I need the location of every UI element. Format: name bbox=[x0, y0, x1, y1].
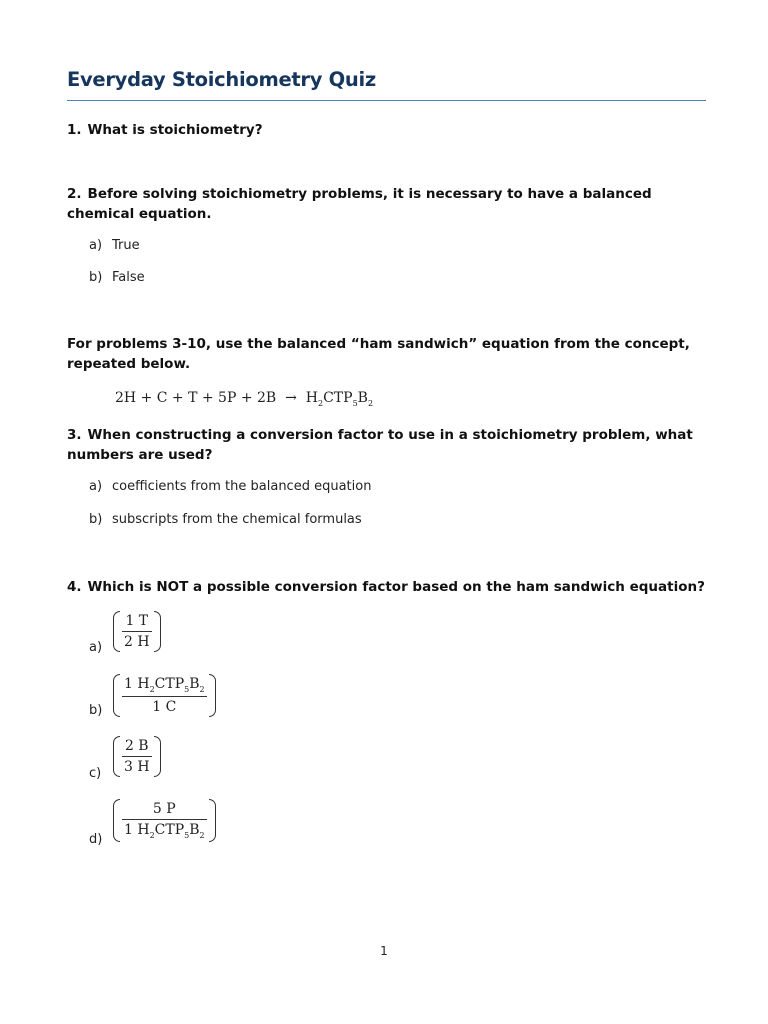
fraction-d bbox=[113, 799, 216, 842]
question-number: 2. bbox=[67, 186, 82, 202]
option-label: c) bbox=[89, 766, 102, 781]
option-label: b) bbox=[89, 512, 103, 527]
numerator: 1 T bbox=[122, 613, 152, 632]
ham-sandwich-equation bbox=[115, 390, 373, 408]
question-text: Which is NOT a possible conversion factor based on the ham sandwich equation? bbox=[87, 579, 705, 595]
problems-intro: For problems 3-10, use the balanced “ham sandwich” equation from the concept, repeated below. bbox=[67, 336, 690, 372]
option-label: a) bbox=[89, 640, 103, 655]
option-a[interactable] bbox=[89, 640, 112, 655]
page-title: Everyday Stoichiometry Quiz bbox=[67, 68, 376, 91]
option-text: False bbox=[112, 270, 145, 285]
option-label: a) bbox=[89, 479, 103, 494]
question-2 bbox=[67, 184, 712, 224]
option-text: coefficients from the balanced equation bbox=[112, 479, 372, 494]
question-number: 1. bbox=[67, 122, 82, 138]
option-d[interactable] bbox=[89, 832, 112, 847]
option-a[interactable] bbox=[89, 479, 371, 494]
denominator: 1 C bbox=[152, 698, 177, 715]
denominator: 1 $H_2CTP_5B_2$ bbox=[124, 822, 205, 840]
option-label: a) bbox=[89, 238, 103, 253]
option-text: True bbox=[112, 238, 140, 253]
question-4 bbox=[67, 577, 712, 597]
option-text: subscripts from the chemical formulas bbox=[112, 512, 362, 527]
conversion-factor bbox=[113, 674, 216, 717]
conversion-factor bbox=[113, 736, 161, 777]
question-text: When constructing a conversion factor to use in a stoichiometry problem, what numbers are used? bbox=[67, 427, 693, 463]
question-3 bbox=[67, 425, 712, 465]
numerator: 1 $H_2CTP_5B_2$ bbox=[122, 676, 207, 697]
question-number: 3. bbox=[67, 427, 82, 443]
denominator: 3 H bbox=[124, 759, 150, 775]
option-b[interactable] bbox=[89, 270, 145, 285]
denominator: 2 H bbox=[124, 634, 150, 650]
fraction-a bbox=[113, 611, 161, 652]
conversion-factor bbox=[113, 611, 161, 652]
page-number: 1 bbox=[380, 944, 388, 958]
fraction-c bbox=[113, 736, 161, 777]
numerator: 2 B bbox=[122, 738, 152, 757]
option-label: d) bbox=[89, 832, 103, 847]
equation-product: $H_2CTP_5B_2$ bbox=[305, 390, 374, 408]
conversion-factor bbox=[113, 799, 216, 842]
option-a[interactable] bbox=[89, 238, 140, 253]
fraction-b bbox=[113, 674, 216, 717]
question-text: Before solving stoichiometry problems, it is necessary to have a balanced chemical equation. bbox=[67, 186, 652, 222]
option-b[interactable] bbox=[89, 512, 362, 527]
equation-reactants: 2H + C + T + 5P + 2B bbox=[115, 390, 277, 406]
numerator: 5 P bbox=[122, 801, 207, 820]
option-c[interactable] bbox=[89, 766, 112, 781]
question-text: What is stoichiometry? bbox=[87, 122, 263, 138]
question-1 bbox=[67, 120, 712, 140]
option-label: b) bbox=[89, 270, 103, 285]
reaction-arrow-icon: → bbox=[285, 390, 297, 406]
option-label: b) bbox=[89, 703, 103, 718]
question-number: 4. bbox=[67, 579, 82, 595]
title-rule bbox=[67, 100, 706, 101]
option-b[interactable] bbox=[89, 703, 112, 718]
